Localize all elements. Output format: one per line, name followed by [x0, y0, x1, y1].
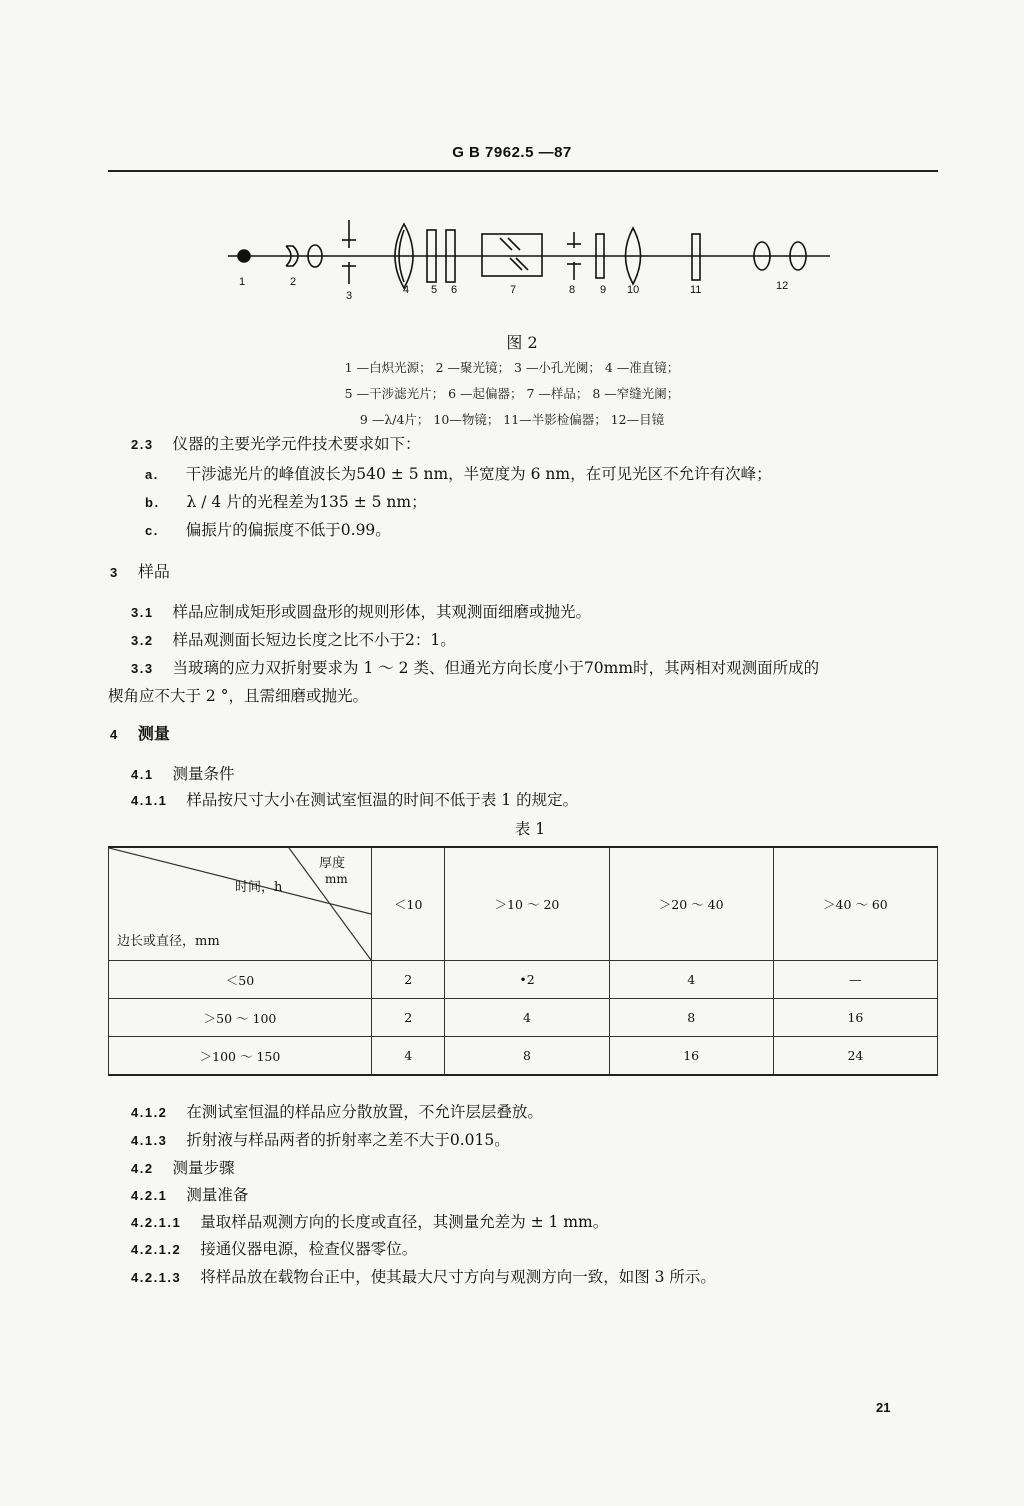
section-text: 在测试室恒温的样品应分散放置，不允许层层叠放。: [186, 1103, 543, 1121]
table-row-label: ＞100 ～ 150: [109, 1037, 372, 1076]
figure-legend-line: 5 —干涉滤光片； 6 —起偏器； 7 —样品； 8 —窄缝光阑；: [344, 386, 680, 401]
corner-label-time: 时间，h: [235, 880, 283, 895]
section-4-2: [131, 1156, 235, 1181]
figure-title: 图 2: [506, 333, 538, 352]
table-cell: 16: [609, 1037, 773, 1076]
section-4-heading: [110, 722, 170, 747]
section-number: 4.2.1.2: [131, 1242, 182, 1257]
section-4-1-3: [131, 1128, 510, 1153]
figure-label: 8: [569, 284, 576, 296]
table-column-header: ＞10 ～ 20: [445, 847, 609, 961]
section-number: 4.1.3: [131, 1133, 168, 1148]
figure-label: 10: [627, 284, 640, 296]
section-text: 将样品放在载物台正中，使其最大尺寸方向与观测方向一致，如图 3 所示。: [200, 1268, 716, 1286]
section-4-2-1: [131, 1183, 248, 1208]
table-cell: 24: [773, 1037, 937, 1076]
table-cell: 8: [445, 1037, 609, 1076]
section-4-2-1-1: [131, 1210, 608, 1235]
section-number: 3: [110, 565, 119, 580]
section-number: 4: [110, 727, 119, 742]
list-marker: c.: [145, 523, 159, 538]
table-cell: 16: [773, 999, 937, 1037]
section-number: 4.2.1: [131, 1188, 168, 1203]
section-text: 样品按尺寸大小在测试室恒温的时间不低于表 1 的规定。: [186, 791, 579, 809]
section-text: 折射液与样品两者的折射率之差不大于0.015。: [186, 1131, 510, 1149]
figure-label: 11: [690, 284, 702, 296]
section-3-1: [131, 600, 591, 625]
section-text: 测量准备: [186, 1186, 249, 1204]
figure-label: 1: [239, 276, 246, 288]
figure-label: 9: [600, 284, 607, 296]
table-header-row: [109, 847, 938, 961]
corner-label-thickness: 厚度: [319, 856, 346, 871]
table-row: [109, 1037, 938, 1076]
section-number: 3.1: [131, 605, 154, 620]
table-row: [109, 961, 938, 999]
section-text: 样品应制成矩形或圆盘形的规则形体，其观测面细磨或抛光。: [172, 603, 592, 621]
table-row: [109, 999, 938, 1037]
list-item: [145, 490, 427, 515]
section-3-2: [131, 628, 456, 653]
section-3-3-continuation: 楔角应不大于 2 °，且需细磨或抛光。: [108, 687, 368, 705]
table-column-header: ＜10: [372, 847, 445, 961]
section-3-3: [131, 656, 819, 681]
section-number: 4.2.1.3: [131, 1270, 182, 1285]
figure-label: 6: [451, 284, 458, 296]
table-cell: 2: [372, 961, 445, 999]
list-item-text: λ / 4 片的光程差为135 ± 5 nm；: [186, 493, 427, 511]
section-text: 当玻璃的应力双折射要求为 1 ～ 2 类、但通光方向长度小于70mm时，其两相对观测面所成的: [172, 659, 820, 677]
document-header: G B 7962.5 —87: [452, 144, 572, 161]
figure-label: 2: [290, 276, 297, 288]
table-caption: 表 1: [514, 820, 546, 838]
list-marker: a.: [145, 467, 159, 482]
table-cell: •2: [445, 961, 609, 999]
figure-label: 7: [510, 284, 517, 296]
section-number: 4.1.2: [131, 1105, 168, 1120]
table-cell: —: [773, 961, 937, 999]
figure-label: 12: [776, 280, 789, 292]
section-number: 2.3: [131, 437, 154, 452]
section-4-2-1-3: [131, 1265, 716, 1290]
section-number: 4.1: [131, 767, 154, 782]
section-text: 量取样品观测方向的长度或直径，其测量允差为 ± 1 mm。: [200, 1213, 609, 1231]
section-4-1: [131, 762, 235, 787]
section-text: 接通仪器电源，检查仪器零位。: [200, 1240, 418, 1258]
section-number: 3.2: [131, 633, 154, 648]
list-item: [145, 462, 772, 487]
sample-icon: [482, 234, 542, 276]
section-text: 测量条件: [172, 765, 235, 783]
section-2-3: [131, 432, 421, 457]
table-cell: 4: [372, 1037, 445, 1076]
list-item-text: 干涉滤光片的峰值波长为540 ± 5 nm，半宽度为 6 nm，在可见光区不允许有次峰；: [185, 465, 772, 483]
figure-legend-line: 9 —λ/4片； 10—物镜； 11—半影检偏器； 12—目镜: [359, 412, 665, 427]
section-number: 4.2.1.1: [131, 1215, 182, 1230]
light-source-icon: [238, 250, 250, 262]
corner-label-unit: mm: [325, 872, 348, 886]
table-1: [108, 846, 938, 1076]
section-3-heading: [110, 560, 170, 585]
table-cell: 2: [372, 999, 445, 1037]
table-column-header: ＞40 ～ 60: [773, 847, 937, 961]
table-cell: 8: [609, 999, 773, 1037]
table-column-header: ＞20 ～ 40: [609, 847, 773, 961]
section-title: 测量: [137, 724, 170, 743]
section-4-2-1-2: [131, 1237, 417, 1262]
figure-label: 3: [346, 290, 353, 302]
table-row-label: ＜50: [109, 961, 372, 999]
section-text: 测量步骤: [172, 1159, 235, 1177]
section-text: 样品观测面长短边长度之比不小于2：1。: [172, 631, 456, 649]
table-cell: 4: [445, 999, 609, 1037]
list-item-text: 偏振片的偏振度不低于0.99。: [185, 521, 391, 539]
half-shade-analyzer-icon: [692, 234, 700, 280]
section-text: 仪器的主要光学元件技术要求如下：: [172, 435, 421, 453]
section-4-1-2: [131, 1100, 543, 1125]
figure-label: 5: [431, 284, 438, 296]
header-rule: [108, 170, 938, 172]
section-number: 4.1.1: [131, 793, 168, 808]
table-cell: 4: [609, 961, 773, 999]
section-4-1-1: [131, 788, 578, 813]
section-title: 样品: [137, 562, 170, 581]
section-number: 4.2: [131, 1161, 154, 1176]
page-number: 21: [876, 1400, 891, 1415]
table-corner-cell: [109, 847, 372, 961]
table-row-label: ＞50 ～ 100: [109, 999, 372, 1037]
list-marker: b.: [145, 495, 160, 510]
figure-label: 4: [403, 284, 410, 296]
figure-legend-line: 1 —白炽光源； 2 —聚光镜； 3 —小孔光阑； 4 —准直镜；: [344, 360, 680, 375]
list-item: [145, 518, 391, 543]
section-number: 3.3: [131, 661, 154, 676]
corner-label-side: 边长或直径，mm: [117, 934, 220, 949]
